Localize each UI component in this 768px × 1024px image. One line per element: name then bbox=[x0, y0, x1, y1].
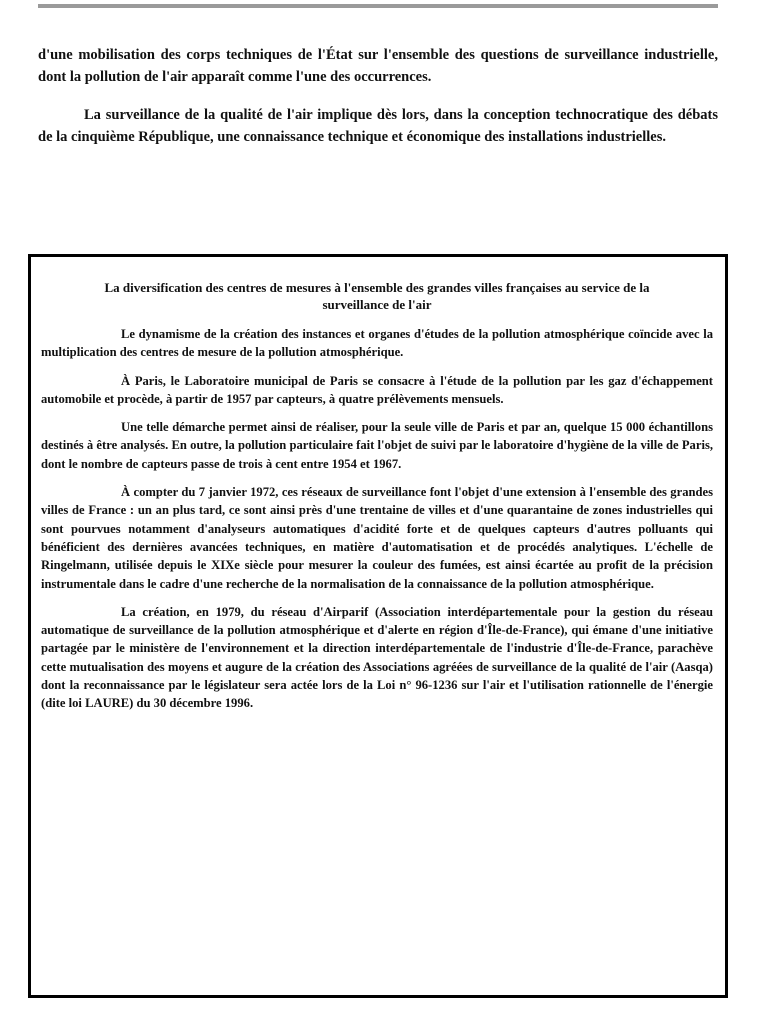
box-paragraph-1: Le dynamisme de la création des instances et organes d'études de la pollution atmosphérique coïncide avec la multiplication des centres de mesure de la pollution atmosphérique. bbox=[41, 327, 713, 360]
intro-paragraph-1: d'une mobilisation des corps techniques de l'État sur l'ensemble des questions de surveillance industrielle, dont la pollution de l'air apparaît comme l'une des occurrences. bbox=[38, 47, 718, 85]
box-title: La diversification des centres de mesures à l'ensemble des grandes villes françaises au service de la surveillance de l'air bbox=[104, 280, 650, 312]
box-paragraph-5: La création, en 1979, du réseau d'Airparif (Association interdépartementale pour la gestion du réseau automatique de surveillance de la pollution atmosphérique et d'alerte en région d'Île-de-France), qui émane d'une initiative partagée par le ministère de l'environnement et la direction interdépartementale de l'industrie d'Île-de-France, parachève cette mutualisation des moyens et augure de la création des Associations agréées de surveillance de la qualité de l'air (Aasqa) dont la reconnaissance par le législateur sera actée lors de la Loi n° 96-1236 sur l'air et l'utilisation rationnelle de l'énergie (dite loi LAURE) du 30 décembre 1996. bbox=[41, 604, 713, 711]
top-divider bbox=[38, 4, 718, 8]
intro-text bbox=[38, 44, 718, 164]
box-paragraph-3: Une telle démarche permet ainsi de réaliser, pour la seule ville de Paris et par an, quelque 15 000 échantillons destinés à être analysés. En outre, la pollution particulaire fait l'objet de suivi par le laboratoire d'hygiène de la ville de Paris, dont le nombre de capteurs passe de trois à cent entre 1954 et 1967. bbox=[41, 420, 713, 471]
intro-paragraph-2: La surveillance de la qualité de l'air implique dès lors, dans la conception technocratique des débats de la cinquième République, une connaissance technique et économique des installations industrielles. bbox=[38, 107, 718, 145]
box-paragraph-4: À compter du 7 janvier 1972, ces réseaux de surveillance font l'objet d'une extension à l'ensemble des grandes villes de France : un an plus tard, ce sont ainsi près d'une trentaine de villes et d'une quarantaine de zones industrielles qui sont pourvues notamment d'analyseurs automatiques d'acidité forte et de quelques capteurs d'autres polluants qui bénéficient des dernières avancées techniques, en matière d'automatisation et de procédés analytiques. L'échelle de Ringelmann, utilisée depuis le XIXe siècle pour mesurer la couleur des fumées, est ainsi écartée au profit de la précision instrumentale dans le cadre d'une recherche de la normalisation de la connaissance de la pollution atmosphérique. bbox=[41, 485, 713, 591]
boxed-insert bbox=[28, 254, 728, 998]
box-paragraph-2: À Paris, le Laboratoire municipal de Paris se consacre à l'étude de la pollution par les gaz d'échappement automobile et procède, à partir de 1957 par capteurs, à quatre prélèvements mensuels. bbox=[41, 373, 713, 406]
